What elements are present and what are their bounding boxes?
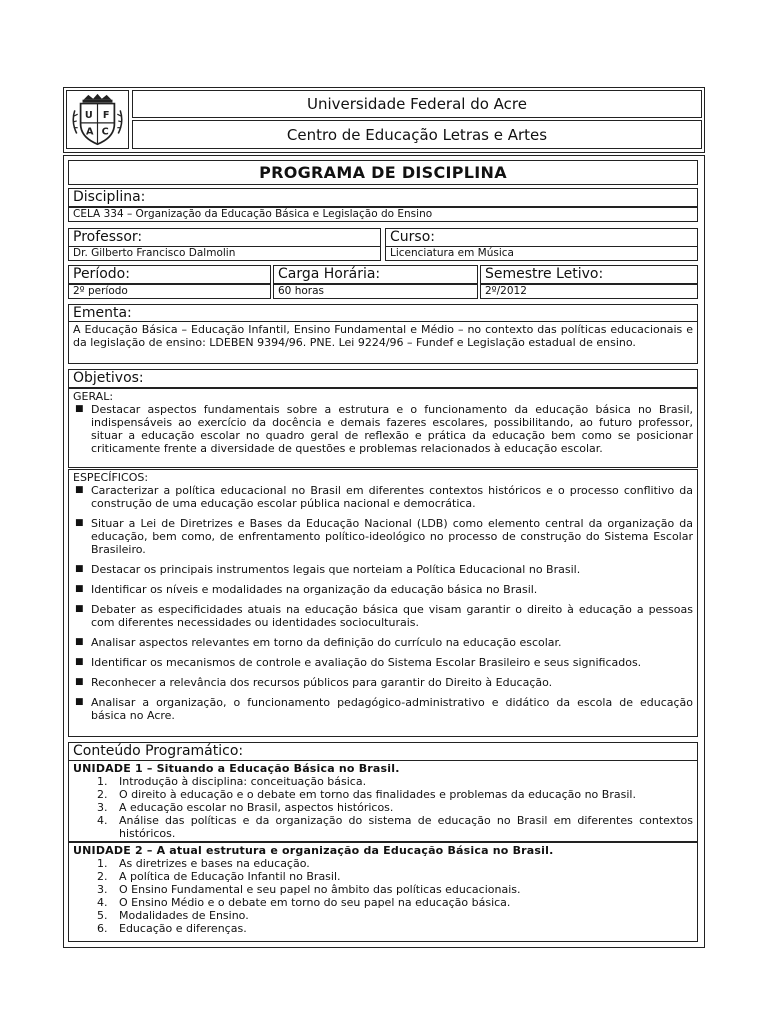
- list-item: 4. O Ensino Médio e o debate em torno do seu papel na educação básica.: [97, 896, 511, 909]
- bullet-square-icon: ■: [75, 677, 84, 687]
- bullet-square-icon: ■: [75, 637, 84, 647]
- disciplina-label: Disciplina:: [68, 188, 698, 207]
- list-item: 6. Educação e diferenças.: [97, 922, 247, 935]
- unidade-2-title: UNIDADE 2 – A atual estrutura e organização da Educação Básica no Brasil.: [73, 844, 554, 857]
- list-item: ■ Analisar aspectos relevantes em torno da definição do currículo na educação escolar.: [75, 636, 562, 649]
- bullet-square-icon: ■: [75, 604, 84, 614]
- page-title: PROGRAMA DE DISCIPLINA: [68, 160, 698, 185]
- especificos-label: ESPECÍFICOS:: [73, 471, 149, 484]
- carga-label: Carga Horária:: [273, 265, 478, 284]
- periodo-value: 2º período: [68, 284, 271, 299]
- list-item: 2. A política de Educação Infantil no Brasil.: [97, 870, 341, 883]
- logo-cell: [66, 90, 129, 149]
- svg-text:A: A: [86, 126, 94, 138]
- list-item: ■ Destacar os principais instrumentos legais que norteiam a Política Educacional no Brasil.: [75, 563, 581, 576]
- list-item: ■ Debater as especificidades atuais na educação básica que visam garantir o direito à educação a pessoas com diferentes necessidades ou identidades socioculturais.: [75, 603, 693, 629]
- unidade-2-list: [73, 857, 693, 935]
- svg-text:F: F: [102, 110, 110, 122]
- list-item: ■ Identificar os mecanismos de controle e avaliação do Sistema Escolar Brasileiro e seus significados.: [75, 656, 642, 669]
- university-name: Universidade Federal do Acre: [132, 90, 702, 118]
- svg-text:U: U: [84, 110, 93, 122]
- curso-value: Licenciatura em Música: [385, 246, 698, 261]
- bullet-square-icon: ■: [75, 697, 84, 707]
- list-item: 3. A educação escolar no Brasil, aspectos históricos.: [97, 801, 394, 814]
- unidade-2-block: [68, 842, 698, 942]
- list-item: ■ Identificar os níveis e modalidades na organização da educação básica no Brasil.: [75, 583, 538, 596]
- bullet-square-icon: ■: [75, 584, 84, 594]
- conteudo-label: Conteúdo Programático:: [68, 742, 698, 761]
- carga-value: 60 horas: [273, 284, 478, 299]
- ementa-text: A Educação Básica – Educação Infantil, Ensino Fundamental e Médio – no contexto das políticas educacionais e da legislação de ensino: LDEBEN 9394/96. PNE. Lei 9224/96 – Fundef e Legislação estadual de ensino.: [68, 321, 698, 364]
- ementa-label: Ementa:: [68, 304, 698, 322]
- list-item: ■ Analisar a organização, o funcionamento pedagógico-administrativo e didático da escola de educação básica no Acre.: [75, 696, 693, 722]
- curso-label: Curso:: [385, 228, 698, 247]
- disciplina-value: CELA 334 – Organização da Educação Básica e Legislação do Ensino: [68, 207, 698, 222]
- bullet-square-icon: ■: [75, 564, 84, 574]
- professor-label: Professor:: [68, 228, 381, 247]
- list-item: ■ Destacar aspectos fundamentais sobre a estrutura e o funcionamento da educação básica no Brasil, indispensáveis ao exercício da docência e demais fazeres escolares, possibilitando, ao futuro professor, situar a educação escolar no quadro geral de reflexão e prática da educação bem como se posicionar criticamente frente a diversidade de questões e problemas relacionados à educação escolar.: [75, 403, 693, 455]
- list-item: ■ Caracterizar a política educacional no Brasil em diferentes contextos históricos e o processo conflitivo da construção de uma educação escolar pública nacional e democrática.: [75, 484, 693, 510]
- center-name: Centro de Educação Letras e Artes: [132, 120, 702, 149]
- bullet-square-icon: ■: [75, 657, 84, 667]
- objetivos-especificos-block: [68, 469, 698, 737]
- list-item: 5. Modalidades de Ensino.: [97, 909, 249, 922]
- list-item: ■ Situar a Lei de Diretrizes e Bases da Educação Nacional (LDB) como elemento central da organização da educação, bem como, de enfrentamento político-ideológico no processo de construção do Sistema Escolar Brasileiro.: [75, 517, 693, 556]
- bullet-square-icon: ■: [75, 404, 84, 414]
- document-header: [63, 87, 705, 153]
- geral-label: GERAL:: [73, 390, 114, 403]
- list-item: 1. As diretrizes e bases na educação.: [97, 857, 310, 870]
- list-item: ■ Reconhecer a relevância dos recursos públicos para garantir do Direito à Educação.: [75, 676, 553, 689]
- bullet-square-icon: ■: [75, 518, 84, 528]
- unidade-1-list: [73, 775, 693, 840]
- list-item: 2. O direito à educação e o debate em torno das finalidades e problemas da educação no Brasil.: [97, 788, 636, 801]
- periodo-label: Período:: [68, 265, 271, 284]
- list-item: 1. Introdução à disciplina: conceituação básica.: [97, 775, 367, 788]
- objetivos-geral-block: [68, 388, 698, 468]
- objetivos-label: Objetivos:: [68, 369, 698, 388]
- geral-list: [73, 403, 693, 455]
- unidade-1-title: UNIDADE 1 – Situando a Educação Básica no Brasil.: [73, 762, 400, 775]
- list-item: 3. O Ensino Fundamental e seu papel no âmbito das políticas educacionais.: [97, 883, 521, 896]
- unidade-1-block: [68, 760, 698, 842]
- professor-value: Dr. Gilberto Francisco Dalmolin: [68, 246, 381, 261]
- ufac-crest-icon: [67, 91, 128, 148]
- svg-text:C: C: [101, 126, 109, 138]
- list-item: 4. Análise das políticas e da organização do sistema de educação no Brasil em diferentes contextos históricos.: [97, 814, 693, 840]
- semestre-label: Semestre Letivo:: [480, 265, 698, 284]
- semestre-value: 2º/2012: [480, 284, 698, 299]
- especificos-list: [73, 484, 693, 722]
- bullet-square-icon: ■: [75, 485, 84, 495]
